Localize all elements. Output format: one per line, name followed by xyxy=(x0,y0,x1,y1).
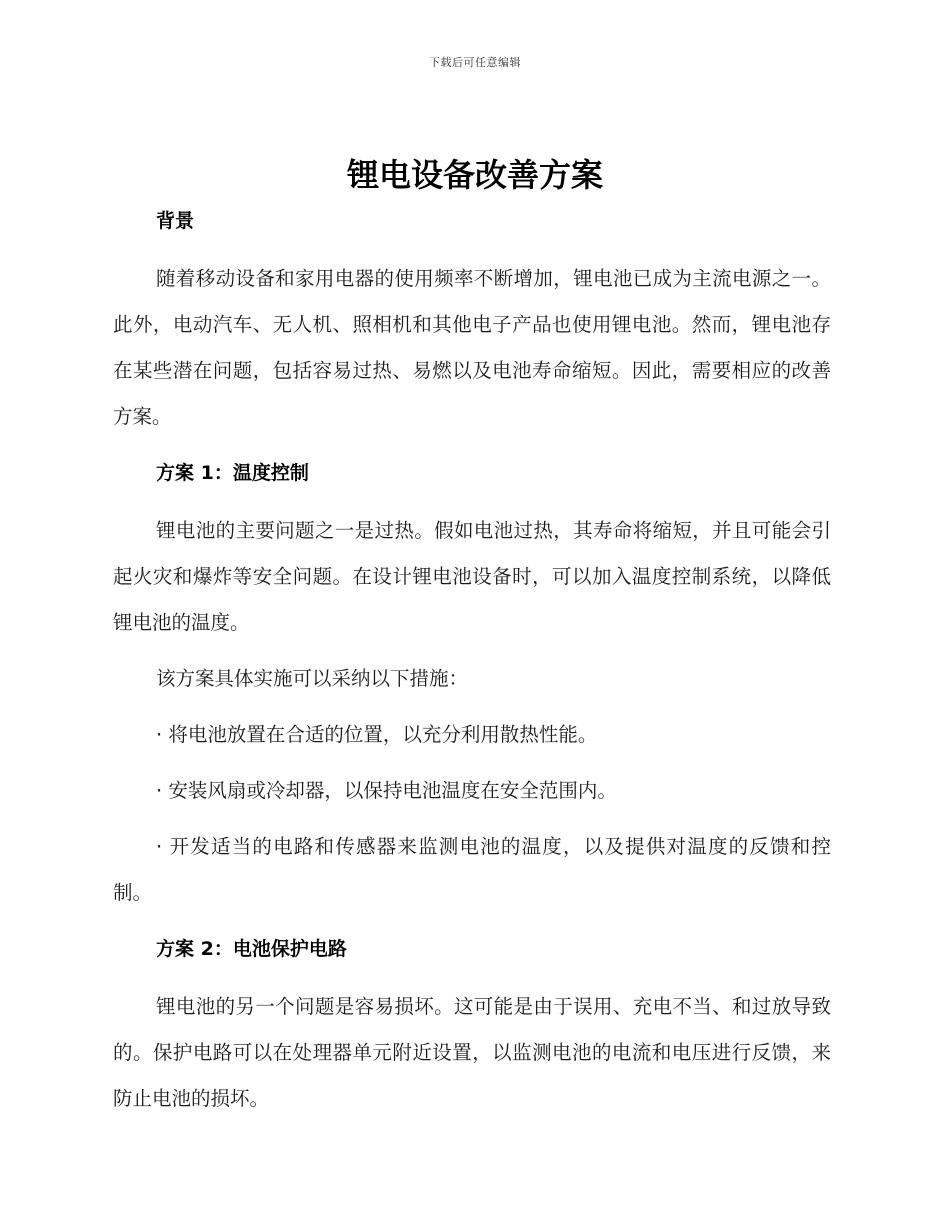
paragraph-background: 随着移动设备和家用电器的使用频率不断增加，锂电池已成为主流电源之一。此外，电动汽车、无人机、照相机和其他电子产品也使用锂电池。然而，锂电池存在某些潜在问题，包括容易过热、易燃以及电池寿命缩短。因此，需要相应的改善方案。 xyxy=(113,267,831,428)
list-item: · 安装风扇或冷却器，以保持电池温度在安全范围内。 xyxy=(156,779,617,802)
section-heading-plan-1: 方案 1：温度控制 xyxy=(156,462,309,484)
paragraph-plan-1-measures: 该方案具体实施可以采纳以下措施： xyxy=(156,667,469,690)
header-note: 下载后可任意编辑 xyxy=(429,56,521,69)
list-item: · 将电池放置在合适的位置，以充分利用散热性能。 xyxy=(156,723,598,746)
document-body xyxy=(113,198,831,1122)
paragraph-plan-2: 锂电池的另一个问题是容易损坏。这可能是由于误用、充电不当、和过放导致的。保护电路可以在处理器单元附近设置，以监测电池的电流和电压进行反馈，来防止电池的损坏。 xyxy=(113,995,831,1110)
document-title: 锂电设备改善方案 xyxy=(346,156,603,194)
section-heading-background: 背景 xyxy=(156,210,195,232)
list-item: · 开发适当的电路和传感器来监测电池的温度，以及提供对温度的反馈和控制。 xyxy=(113,835,831,904)
paragraph-plan-1-intro: 锂电池的主要问题之一是过热。假如电池过热，其寿命将缩短，并且可能会引起火灾和爆炸等安全问题。在设计锂电池设备时，可以加入温度控制系统，以降低锂电池的温度。 xyxy=(113,519,831,634)
section-heading-plan-2: 方案 2：电池保护电路 xyxy=(156,938,347,960)
